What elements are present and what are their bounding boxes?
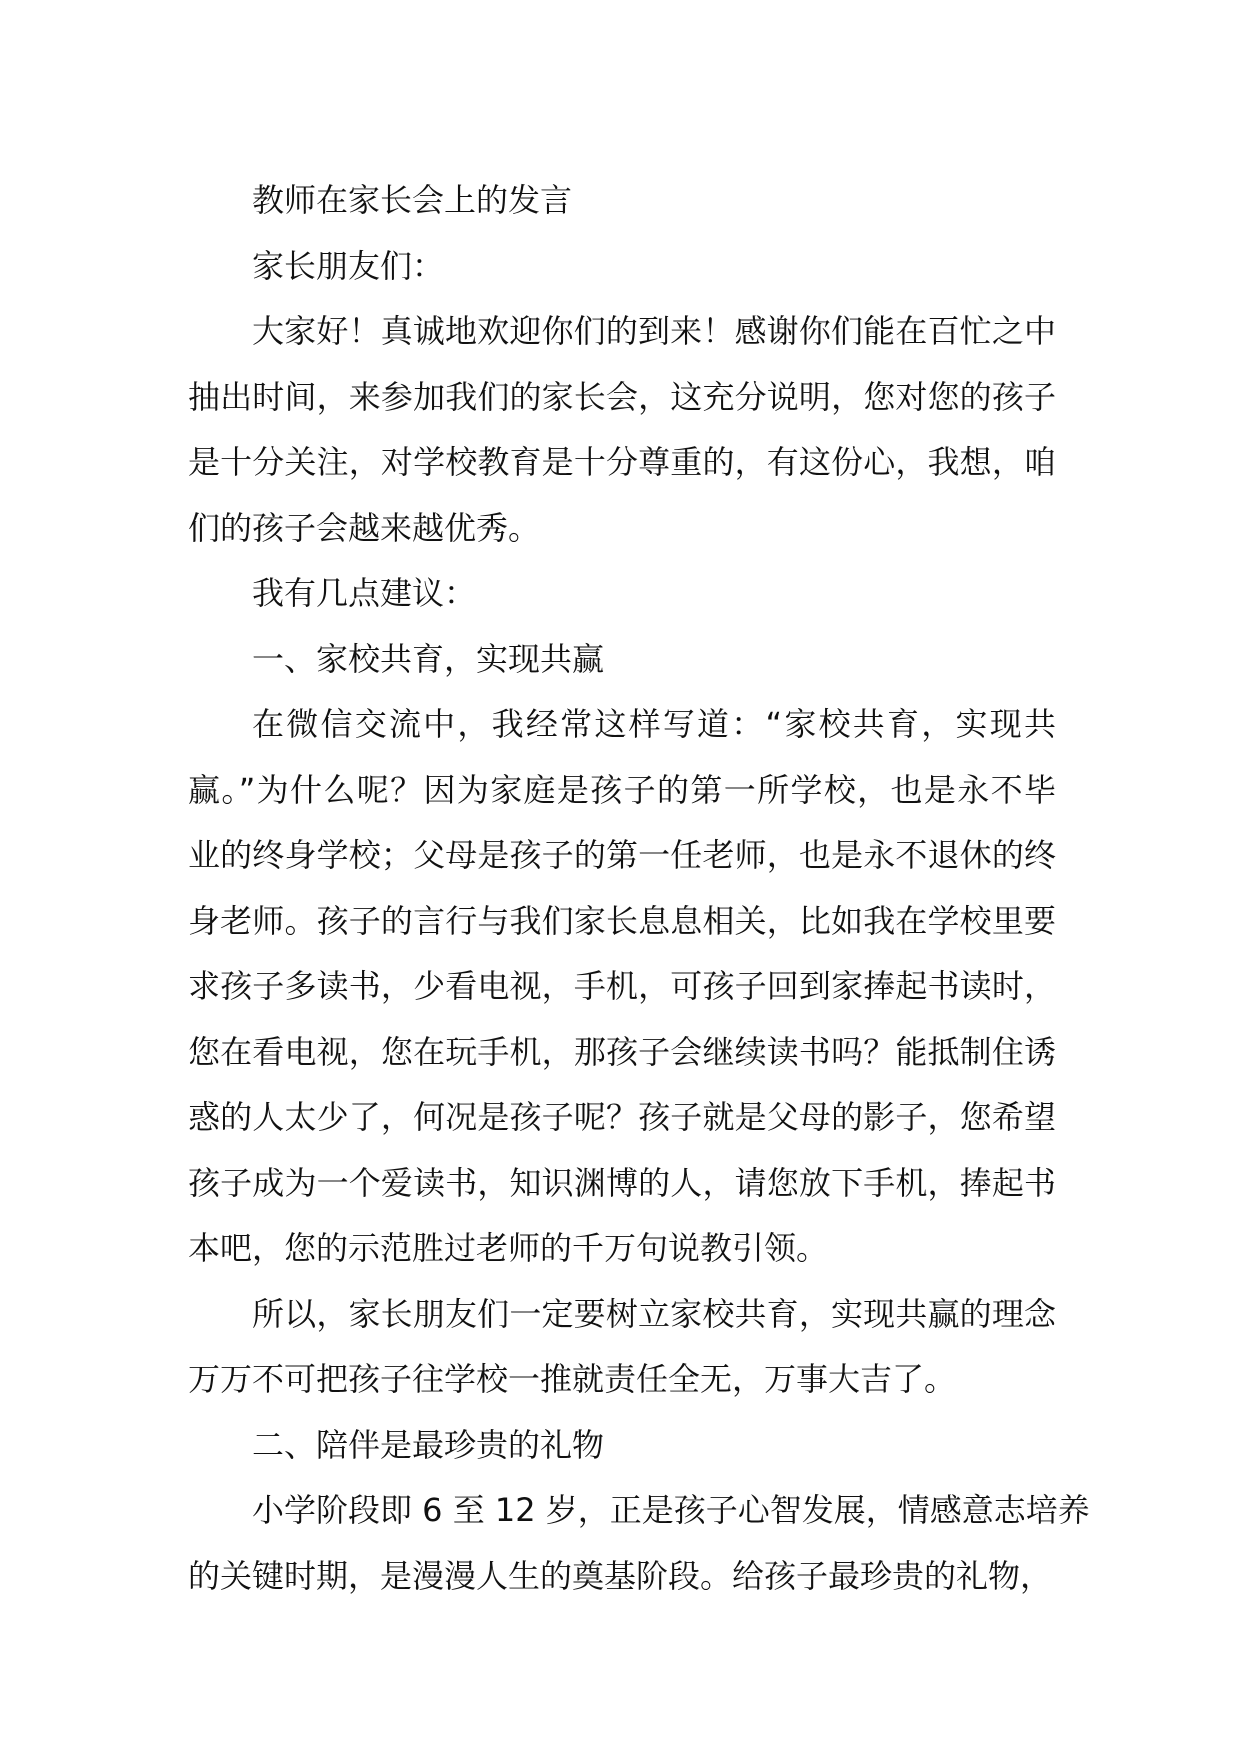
text-line: 赢。”为什么呢？因为家庭是孩子的第一所学校，也是永不毕 xyxy=(188,770,1056,809)
paragraph-list xyxy=(188,299,1090,1609)
text-line: 所以，家长朋友们一定要树立家校共育，实现共赢的理念 xyxy=(252,1294,1056,1333)
text-line: 是十分关注，对学校教育是十分尊重的，有这份心，我想，咱 xyxy=(188,443,1056,481)
text-line: 身老师。孩子的言行与我们家长息息相关，比如我在学校里要 xyxy=(188,901,1056,940)
paragraph xyxy=(188,1478,1090,1609)
text-line: 大家好！真诚地欢迎你们的到来！感谢你们能在百忙之中 xyxy=(252,312,1056,350)
document-body xyxy=(188,168,1090,1609)
text-line: 惑的人太少了，何况是孩子呢？孩子就是父母的影子，您希望 xyxy=(188,1098,1056,1136)
text-line: 二、陪伴是最珍贵的礼物 xyxy=(252,1425,605,1464)
text-line: 的关键时期，是漫漫人生的奠基阶段。给孩子最珍贵的礼物， xyxy=(188,1556,1053,1595)
document-title xyxy=(188,168,1056,234)
paragraph xyxy=(188,1413,1056,1479)
paragraph xyxy=(188,561,1056,627)
salutation xyxy=(188,234,1056,300)
text-line: 小学阶段即 6 至 12 岁，正是孩子心智发展，情感意志培养 xyxy=(252,1491,1090,1529)
text-line: 们的孩子会越来越优秀。 xyxy=(188,508,541,547)
text-line: 万万不可把孩子往学校一推就责任全无，万事大吉了。 xyxy=(188,1360,957,1398)
paragraph xyxy=(188,1282,1056,1413)
text-line: 业的终身学校；父母是孩子的第一任老师，也是永不退休的终 xyxy=(188,836,1056,874)
text-line: 求孩子多读书，少看电视，手机，可孩子回到家捧起书读时， xyxy=(188,967,1056,1005)
text-line: 在微信交流中，我经常这样写道：“家校共育，实现共 xyxy=(252,705,1056,743)
text-line: 孩子成为一个爱读书，知识渊博的人，请您放下手机，捧起书 xyxy=(188,1163,1056,1202)
paragraph xyxy=(188,299,1056,561)
paragraph xyxy=(188,627,1056,693)
text-line: 家长朋友们： xyxy=(252,246,445,285)
paragraph xyxy=(188,692,1056,1282)
text-line: 抽出时间，来参加我们的家长会，这充分说明，您对您的孩子 xyxy=(188,377,1056,416)
text-line: 一、家校共育，实现共赢 xyxy=(252,639,605,678)
text-line: 您在看电视，您在玩手机，那孩子会继续读书吗？能抵制住诱 xyxy=(188,1032,1056,1071)
text-line: 本吧，您的示范胜过老师的千万句说教引领。 xyxy=(188,1229,829,1267)
text-line: 我有几点建议： xyxy=(252,574,477,612)
text-line: 教师在家长会上的发言 xyxy=(252,181,573,219)
